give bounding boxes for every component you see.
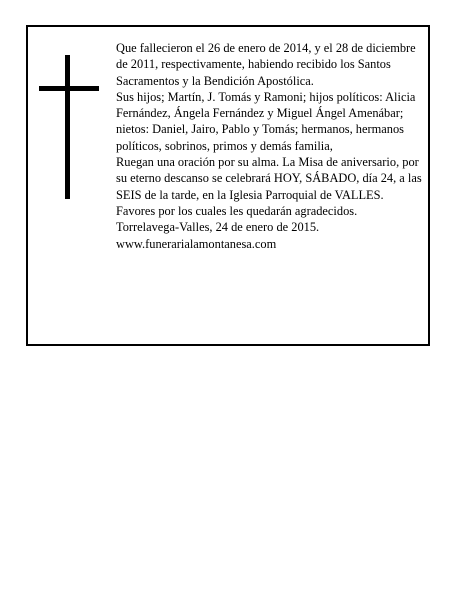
notice-place-date: Torrelavega-Valles, 24 de enero de 2015.: [116, 220, 320, 235]
cross-vertical-bar: [65, 55, 70, 199]
notice-website: www.funerarialamontanesa.com: [116, 236, 277, 251]
cross-icon: [39, 55, 99, 199]
notice-paragraph-death: Que fallecieron el 26 de enero de 2014, y el 28 de diciembre de 2011, respectivamente, habiendo recibido los Santos Sacramentos y la Bendición Apostólica.: [116, 41, 416, 88]
notice-paragraph-family: Sus hijos; Martín, J. Tomás y Ramoni; hijos políticos: Alicia Fernández, Ángela Fernández y Miguel Ángel Amenábar; nietos: Daniel, Jairo, Pablo y Tomás; hermanos, hermanos políticos, sobrinos, primos y demás familia,: [116, 89, 416, 153]
cross-horizontal-bar: [39, 86, 99, 91]
notice-body: [116, 40, 422, 252]
obituary-notice: [26, 25, 430, 346]
notice-paragraph-mass: Ruegan una oración por su alma. La Misa de aniversario, por su eterno descanso se celebrará HOY, SÁBADO, día 24, a las SEIS de la tarde, en la Iglesia Parroquial de VALLES. Favores por los cuales les quedarán agradecidos.: [116, 155, 422, 218]
